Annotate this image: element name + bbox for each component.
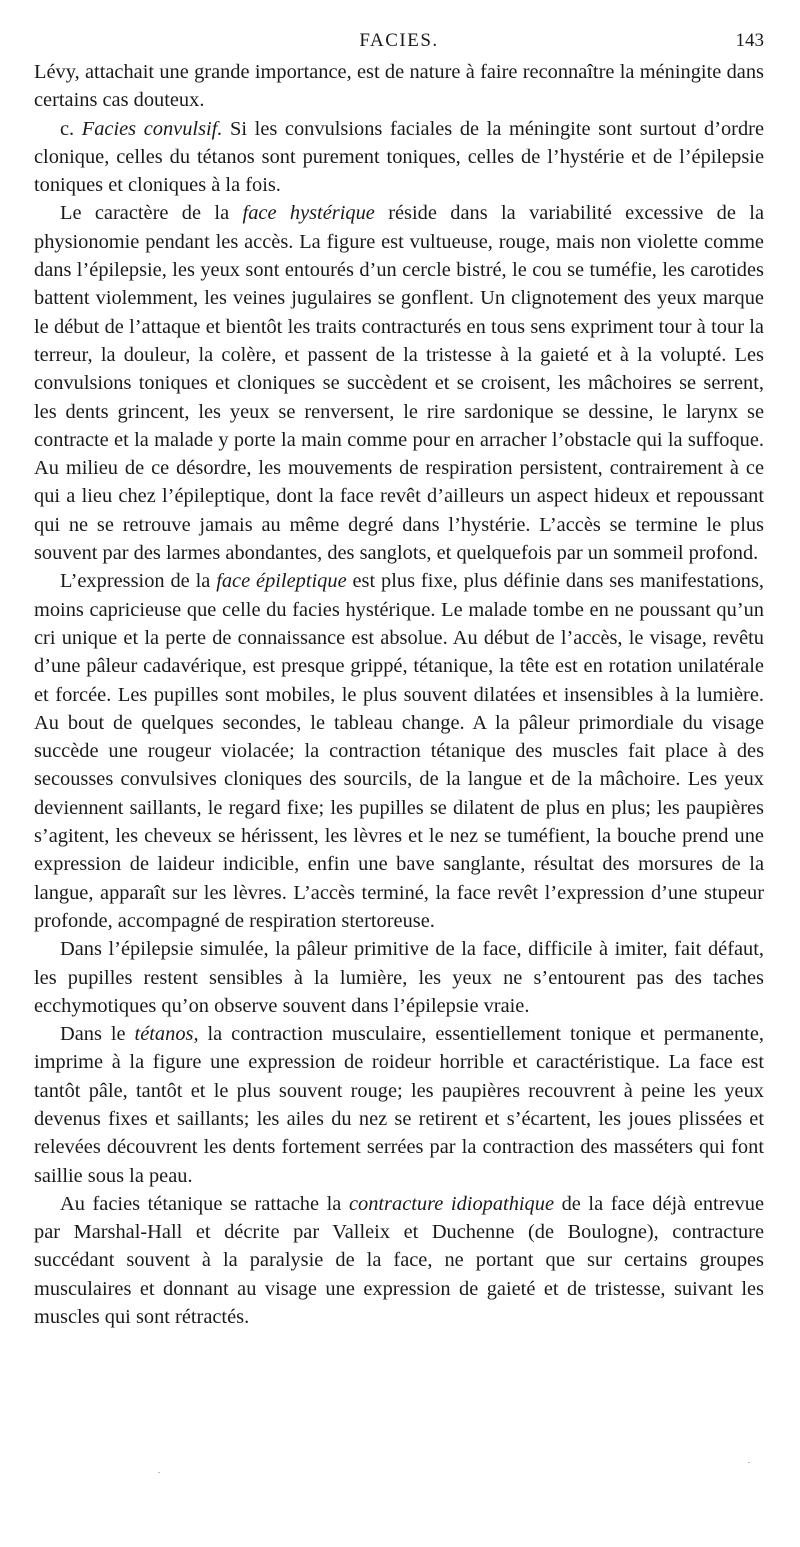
paragraph <box>34 199 764 567</box>
text-run: est plus fixe, plus définie dans ses manifestations, moins capricieuse que celle du facies hystérique. Le malade tombe en ne poussant qu’un cri unique et la perte de connaissance est absolue. Au début de l’accès, le visage, revêtu d’une pâleur cadavérique, est presque grippé, tétanique, la tête est en rotation unilatérale et forcée. Les pupilles sont mobiles, le plus souvent dilatées et insensibles à la lumière. Au bout de quelques secondes, le tableau change. A la pâleur primordiale du visage succède une rougeur violacée; la contraction tétanique des muscles fait place à des secousses convulsives cloniques des sourcils, de la langue et de la mâchoire. Les yeux deviennent saillants, le regard fixe; les pupilles se dilatent de plus en plus; les paupières s’agitent, les cheveux se hérissent, les lèvres et le nez se tuméfient, la bouche prend une expression de laideur indicible, enfin une bave sanglante, résultat des morsures de la langue, apparaît sur les lèvres. L’accès terminé, la face revêt l’expression d’une stupeur profonde, accompagné de respiration stertoreuse. <box>34 570 765 932</box>
text-run: Si les convulsions faciales de la méningite sont surtout d’ordre clonique, celles du tétanos sont purement toniques, celles de l’hystérie et de l’épilepsie toniques et cloniques à la fois. <box>34 117 765 197</box>
body-text <box>34 58 764 1331</box>
text-run: Le caractère de la <box>60 202 243 225</box>
book-page <box>34 28 764 1331</box>
text-run: de la face déjà entrevue par Marshal-Hall et décrite par Valleix et Duchenne (de Boulogne), contracture succédant souvent à la paralysie de la face, ne portant que sur certains groupes musculaires et donnant au visage une expression de gaieté et de tristesse, suivant les muscles qui sont rétractés. <box>34 1192 764 1329</box>
text-run: Dans l’épilepsie simulée, la pâleur primitive de la face, difficile à imiter, fait défaut, les pupilles restent sensibles à la lumière, les yeux ne s’entourent pas des taches ecchymotiques qu’on observe souvent dans l’épilepsie vraie. <box>34 938 764 1017</box>
text-run: Au facies tétanique se rattache la <box>60 1192 349 1215</box>
running-header <box>34 28 764 58</box>
italic-term: tétanos, <box>134 1023 199 1046</box>
running-title: FACIES. <box>359 30 439 51</box>
text-run: c. <box>60 117 82 140</box>
text-run: réside dans la variabilité excessive de la physionomie pendant les accès. La figure est vultueuse, rouge, mais non violette comme dans l’épilepsie, les yeux sont entourés d’un cercle bistré, le cou se tuméfie, les carotides battent violemment, les veines jugulaires se gonflent. Un clignotement des yeux marque le début de l’attaque et bientôt les traits contracturés en tous sens expriment tour à tour la terreur, la douleur, la colère, et passent de la tristesse à la gaieté et à la volupté. Les convulsions toniques et cloniques se succèdent et se croisent, les mâchoires se serrent, les dents grincent, les yeux se renversent, le rire sardonique se dessine, le larynx se contracte et la malade y porte la main comme pour en arracher l’obstacle qui la suffoque. Au milieu de ce désordre, les mouvements de respiration persistent, contrairement à ce qui a lieu chez l’épileptique, dont la face revêt d’ailleurs un aspect hideux et repoussant qui ne se retrouve jamais au même degré dans l’hystérie. L’accès se termine le plus souvent par des larmes abondantes, des sanglots, et quelquefois par un sommeil profond. <box>34 202 764 565</box>
text-run: L’expression de la <box>60 570 217 593</box>
scan-speck <box>748 1462 750 1463</box>
page-number: 143 <box>735 30 764 51</box>
paragraph <box>34 58 764 115</box>
italic-term: contracture idiopathique <box>348 1192 554 1215</box>
paragraph <box>34 115 764 200</box>
scan-speck <box>158 1472 160 1473</box>
paragraph <box>34 935 764 1020</box>
paragraph <box>34 1020 764 1190</box>
text-run: Lévy, attachait une grande importance, est de nature à faire reconnaître la méningite dans certains cas douteux. <box>34 61 764 112</box>
italic-term: Facies convulsif. <box>81 117 223 140</box>
italic-term: face hystérique <box>242 202 375 225</box>
italic-term: face épileptique <box>216 570 347 593</box>
text-run: la contraction musculaire, essentiellement tonique et permanente, imprime à la figure une expression de roideur horrible et caractéristique. La face est tantôt pâle, tantôt et le plus souvent rouge; les paupières recouvrent à peine les yeux devenus fixes et saillants; les ailes du nez se retirent et s’écartent, les joues plissées et relevées découvrent les dents fortement serrées par la contraction des masséters qui font saillie sous la peau. <box>34 1023 765 1187</box>
paragraph <box>34 1190 764 1331</box>
paragraph <box>34 567 764 935</box>
text-run: Dans le <box>60 1023 135 1046</box>
